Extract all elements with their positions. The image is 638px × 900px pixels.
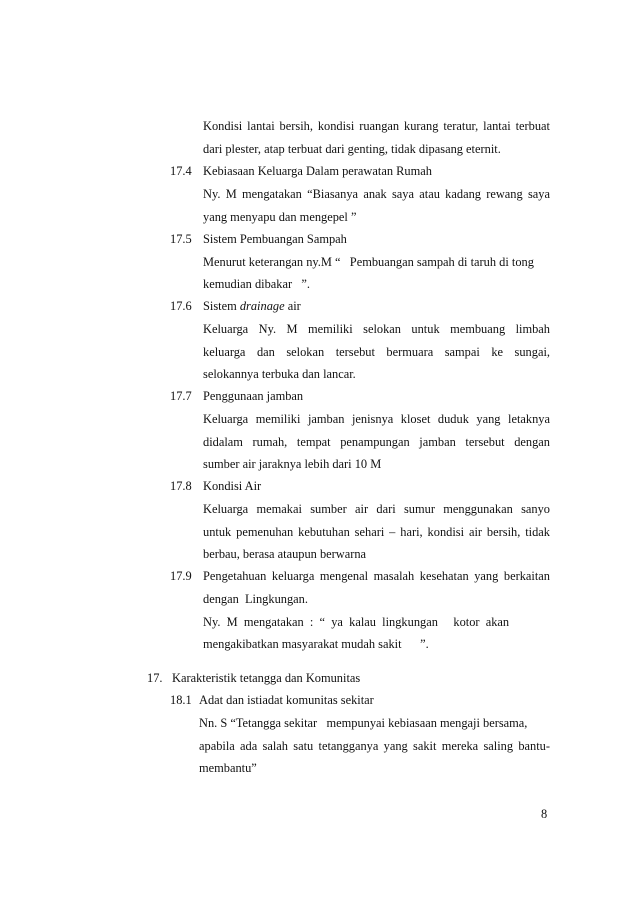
- item-number: 17.5: [170, 232, 192, 246]
- paragraph-line: Kondisi lantai bersih, kondisi ruangan kurang teratur, lantai terbuat: [203, 119, 550, 133]
- item-number: 17.9: [170, 569, 192, 583]
- paragraph-line: Menurut keterangan ny.M “ Pembuangan sampah di taruh di tong: [203, 255, 534, 269]
- paragraph-line: yang menyapu dan mengepel ”: [203, 210, 357, 224]
- paragraph-line: selokannya terbuka dan lancar.: [203, 367, 356, 381]
- paragraph-line: dengan Lingkungan.: [203, 592, 308, 606]
- item-number: 17.4: [170, 164, 192, 178]
- paragraph-line: membantu”: [199, 761, 257, 775]
- item-number: 17.7: [170, 389, 192, 403]
- item-heading: Adat dan istiadat komunitas sekitar: [199, 693, 374, 707]
- paragraph-line: Keluarga memiliki jamban jenisnya kloset duduk yang letaknya: [203, 412, 550, 426]
- heading-italic-term: drainage: [239, 299, 285, 313]
- paragraph-line: mengakibatkan masyarakat mudah sakit ”.: [203, 637, 429, 651]
- paragraph-line: didalam rumah, tempat penampungan jamban tersebut dengan: [203, 435, 550, 449]
- item-heading: Kondisi Air: [203, 479, 262, 493]
- item-heading: [203, 298, 301, 314]
- heading-suffix: air: [284, 299, 301, 313]
- item-heading: Pengetahuan keluarga mengenal masalah kesehatan yang berkaitan: [203, 569, 550, 583]
- paragraph-line: sumber air jaraknya lebih dari 10 M: [203, 457, 382, 471]
- heading-prefix: Sistem: [203, 299, 240, 313]
- paragraph-line: untuk pemenuhan kebutuhan sehari – hari, kondisi air bersih, tidak: [203, 525, 550, 539]
- section-number: 17.: [147, 671, 163, 685]
- paragraph-line: dari plester, atap terbuat dari genting, tidak dipasang eternit.: [203, 142, 501, 156]
- paragraph-line: Ny. M mengatakan : “ ya kalau lingkungan kotor akan: [203, 615, 510, 629]
- item-heading: Penggunaan jamban: [203, 389, 304, 403]
- item-number: 17.8: [170, 479, 192, 493]
- page-number: 8: [541, 807, 548, 821]
- section-heading: Karakteristik tetangga dan Komunitas: [172, 671, 361, 685]
- paragraph-line: Keluarga Ny. M memiliki selokan untuk membuang limbah: [203, 322, 550, 336]
- item-heading: Sistem Pembuangan Sampah: [203, 232, 347, 246]
- paragraph-line: apabila ada salah satu tetangganya yang sakit mereka saling bantu-: [199, 739, 550, 753]
- paragraph-line: Nn. S “Tetangga sekitar mempunyai kebiasaan mengaji bersama,: [199, 716, 528, 730]
- paragraph-line: keluarga dan selokan tersebut bermuara sampai ke sungai,: [203, 345, 550, 359]
- paragraph-line: Keluarga memakai sumber air dari sumur menggunakan sanyo: [203, 502, 550, 516]
- paragraph-line: kemudian dibakar ”.: [203, 277, 311, 291]
- paragraph-line: berbau, berasa ataupun berwarna: [203, 547, 367, 561]
- item-number: 17.6: [170, 299, 192, 313]
- paragraph-line: Ny. M mengatakan “Biasanya anak saya atau kadang rewang saya: [203, 187, 550, 201]
- item-number: 18.1: [170, 693, 192, 707]
- item-heading: Kebiasaan Keluarga Dalam perawatan Rumah: [203, 164, 432, 178]
